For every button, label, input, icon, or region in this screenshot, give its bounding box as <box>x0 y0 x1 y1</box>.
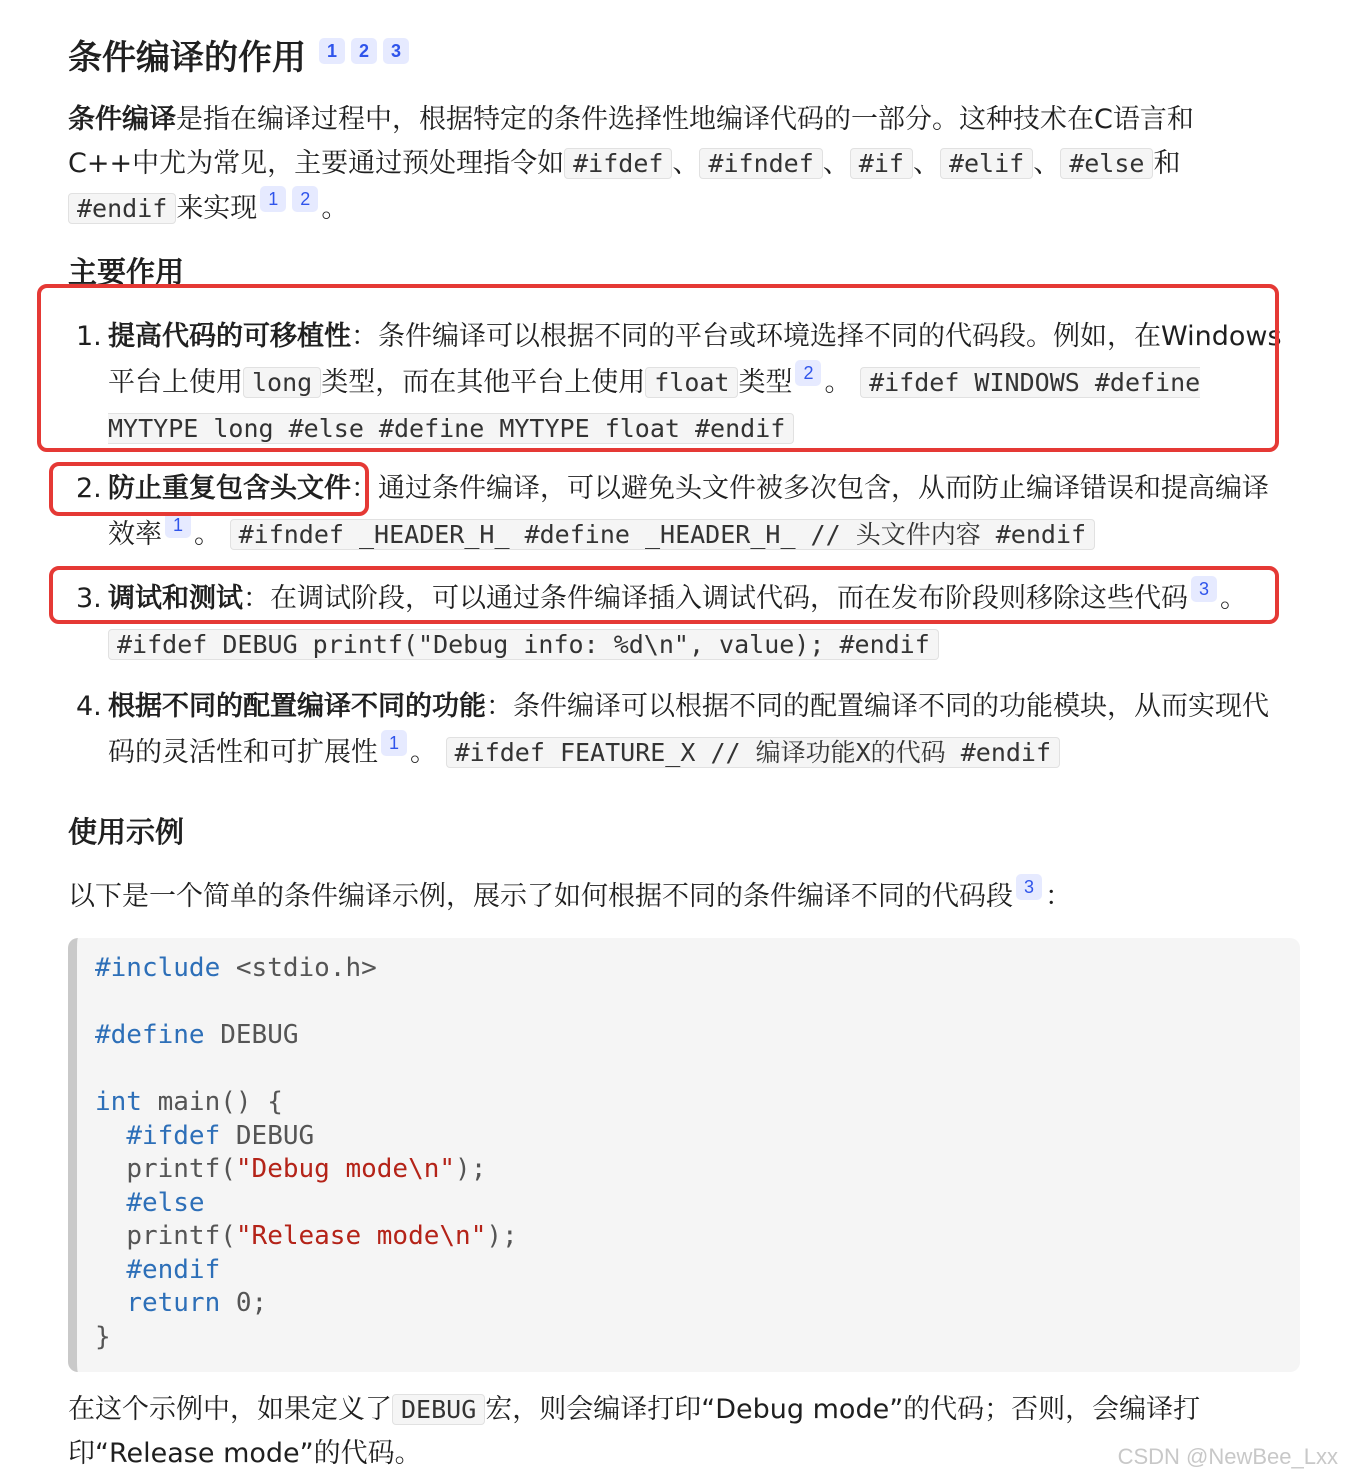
inline-code: #else <box>1060 148 1153 179</box>
list-number: 1. <box>76 321 102 352</box>
separator: 、 <box>912 148 940 179</box>
code-text: DEBUG <box>204 1020 299 1050</box>
code-text: ); <box>486 1221 518 1251</box>
item-heading: 根据不同的配置编译不同的功能 <box>108 691 486 722</box>
code-string: "Release mode\n" <box>235 1221 487 1251</box>
list-number: 3. <box>76 583 102 614</box>
conclusion-paragraph <box>68 1388 1268 1476</box>
code-line <box>95 1019 1300 1053</box>
code-text: printf( <box>126 1154 236 1184</box>
highlight-box-item-3 <box>49 566 1279 624</box>
period: 。 <box>1220 583 1247 614</box>
code-text: <stdio.h> <box>220 953 377 983</box>
ref-link[interactable]: 1 <box>381 730 407 756</box>
inline-code: #elif <box>940 148 1033 179</box>
watermark: CSDN @NewBee_Lxx <box>1117 1444 1338 1469</box>
ref-link[interactable]: 2 <box>795 360 821 386</box>
ref-link[interactable]: 3 <box>1016 874 1042 900</box>
code-line <box>95 1086 1300 1120</box>
item-text: 条件编译可以根据不同的配置编译不同的功能模块，从而实现代码的灵活性和可扩展性 <box>108 691 1269 768</box>
intro-text: 是指在编译过程中，根据特定的条件选择性地编译代码的一部分。这种技术在C语言和C++中尤为常见，主要通过预处理指令如 <box>68 104 1194 179</box>
code-line <box>95 952 1300 986</box>
period: 。 <box>410 737 437 768</box>
section-title-usage-example: 使用示例 <box>68 815 185 849</box>
code-line <box>95 1187 1300 1221</box>
example-intro-text: 以下是一个简单的条件编译示例，展示了如何根据不同的条件编译不同的代码段 <box>68 881 1013 912</box>
list-item <box>68 684 1298 776</box>
code-text: } <box>95 1321 111 1352</box>
code-keyword: #include <box>95 953 221 983</box>
code-line-blank <box>95 986 1300 1020</box>
ref-link[interactable]: 2 <box>351 38 377 64</box>
inline-code: DEBUG <box>392 1394 485 1425</box>
separator: 、 <box>672 148 700 179</box>
code-block[interactable] <box>68 938 1300 1372</box>
inline-code: float <box>645 367 738 398</box>
inline-code-example: #ifndef _HEADER_H_ #define _HEADER_H_ // 头文件内容 #endif <box>230 519 1095 550</box>
separator: 、 <box>822 148 850 179</box>
item-heading: 防止重复包含头文件 <box>108 473 351 504</box>
code-keyword: #endif <box>126 1254 221 1285</box>
code-text: ); <box>455 1154 487 1184</box>
intro-paragraph <box>68 98 1268 231</box>
colon: ： <box>486 691 513 722</box>
ref-link[interactable]: 2 <box>292 186 318 212</box>
code-keyword: #ifdef <box>126 1120 221 1151</box>
colon: ： <box>243 583 270 614</box>
code-text: main() { <box>141 1087 283 1117</box>
intro-text: 来实现 <box>176 193 258 224</box>
conjunction: 和 <box>1153 148 1181 179</box>
code-line <box>95 1220 1300 1254</box>
code-keyword: #else <box>126 1187 205 1218</box>
ref-link[interactable]: 1 <box>319 38 345 64</box>
list-number: 2. <box>76 473 102 504</box>
item-text: 类型，而在其他平台上使用 <box>321 367 646 398</box>
page-title-text: 条件编译的作用 <box>68 38 306 78</box>
code-keyword: return <box>126 1288 221 1318</box>
period: 。 <box>824 367 852 398</box>
example-intro <box>68 874 1268 919</box>
highlight-box-item-1 <box>37 284 1279 452</box>
colon: ： <box>1045 881 1072 912</box>
inline-code: #ifdef <box>564 148 672 179</box>
item-heading: 提高代码的可移植性 <box>108 321 351 352</box>
conclusion-text: 在这个示例中，如果定义了 <box>68 1394 392 1425</box>
item-heading: 调试和测试 <box>108 583 243 614</box>
inline-code: #ifndef <box>699 148 822 179</box>
period: 。 <box>194 519 221 550</box>
code-text: DEBUG <box>220 1120 315 1151</box>
code-line <box>95 1153 1300 1187</box>
item-text: 类型 <box>738 367 793 398</box>
code-text: printf( <box>126 1221 236 1251</box>
period: 。 <box>321 193 349 224</box>
code-text: 0; <box>220 1288 268 1318</box>
code-line <box>95 1254 1300 1288</box>
section-title-main-roles: 主要作用 <box>68 255 185 289</box>
code-line <box>95 1321 1300 1355</box>
highlight-box-item-2-heading <box>49 462 369 516</box>
ref-link[interactable]: 3 <box>383 38 409 64</box>
separator: 、 <box>1033 148 1061 179</box>
code-string: "Debug mode\n" <box>235 1154 456 1184</box>
code-line <box>95 1287 1300 1321</box>
code-keyword: #define <box>95 1020 205 1050</box>
colon: ： <box>351 473 378 504</box>
inline-code: #if <box>850 148 913 179</box>
conclusion-text: 宏，则会编译打印“Debug mode”的代码；否则，会编译打印“Release mode”的代码。 <box>68 1394 1201 1469</box>
ref-link[interactable]: 1 <box>260 186 286 212</box>
inline-code: #endif <box>68 193 176 224</box>
inline-code: long <box>243 367 321 398</box>
list-number: 4. <box>76 691 102 722</box>
item-text: 条件编译可以根据不同的平台或环境选择不同的代码段。例如，在Windows平台上使用 <box>108 321 1282 398</box>
code-keyword: int <box>95 1087 142 1117</box>
inline-code-example: #ifdef WINDOWS #define MYTYPE long #else #define MYTYPE float #endif <box>108 368 1201 443</box>
page-title <box>68 30 412 79</box>
intro-term: 条件编译 <box>68 104 176 135</box>
code-line <box>95 1120 1300 1154</box>
item-text: 在调试阶段，可以通过条件编译插入调试代码，而在发布阶段则移除这些代码 <box>270 583 1188 614</box>
inline-code-example: #ifdef FEATURE_X // 编译功能X的代码 #endif <box>446 737 1060 768</box>
ref-link[interactable]: 3 <box>1191 576 1217 602</box>
ref-link[interactable]: 1 <box>165 512 191 538</box>
inline-code-example: #ifdef DEBUG printf("Debug info: %d\n", value); #endif <box>108 629 939 660</box>
item-text: 通过条件编译，可以避免头文件被多次包含，从而防止编译错误和提高编译效率 <box>108 473 1269 550</box>
code-line-blank <box>95 1053 1300 1087</box>
list-item-body <box>108 684 1288 776</box>
colon: ： <box>351 321 378 352</box>
